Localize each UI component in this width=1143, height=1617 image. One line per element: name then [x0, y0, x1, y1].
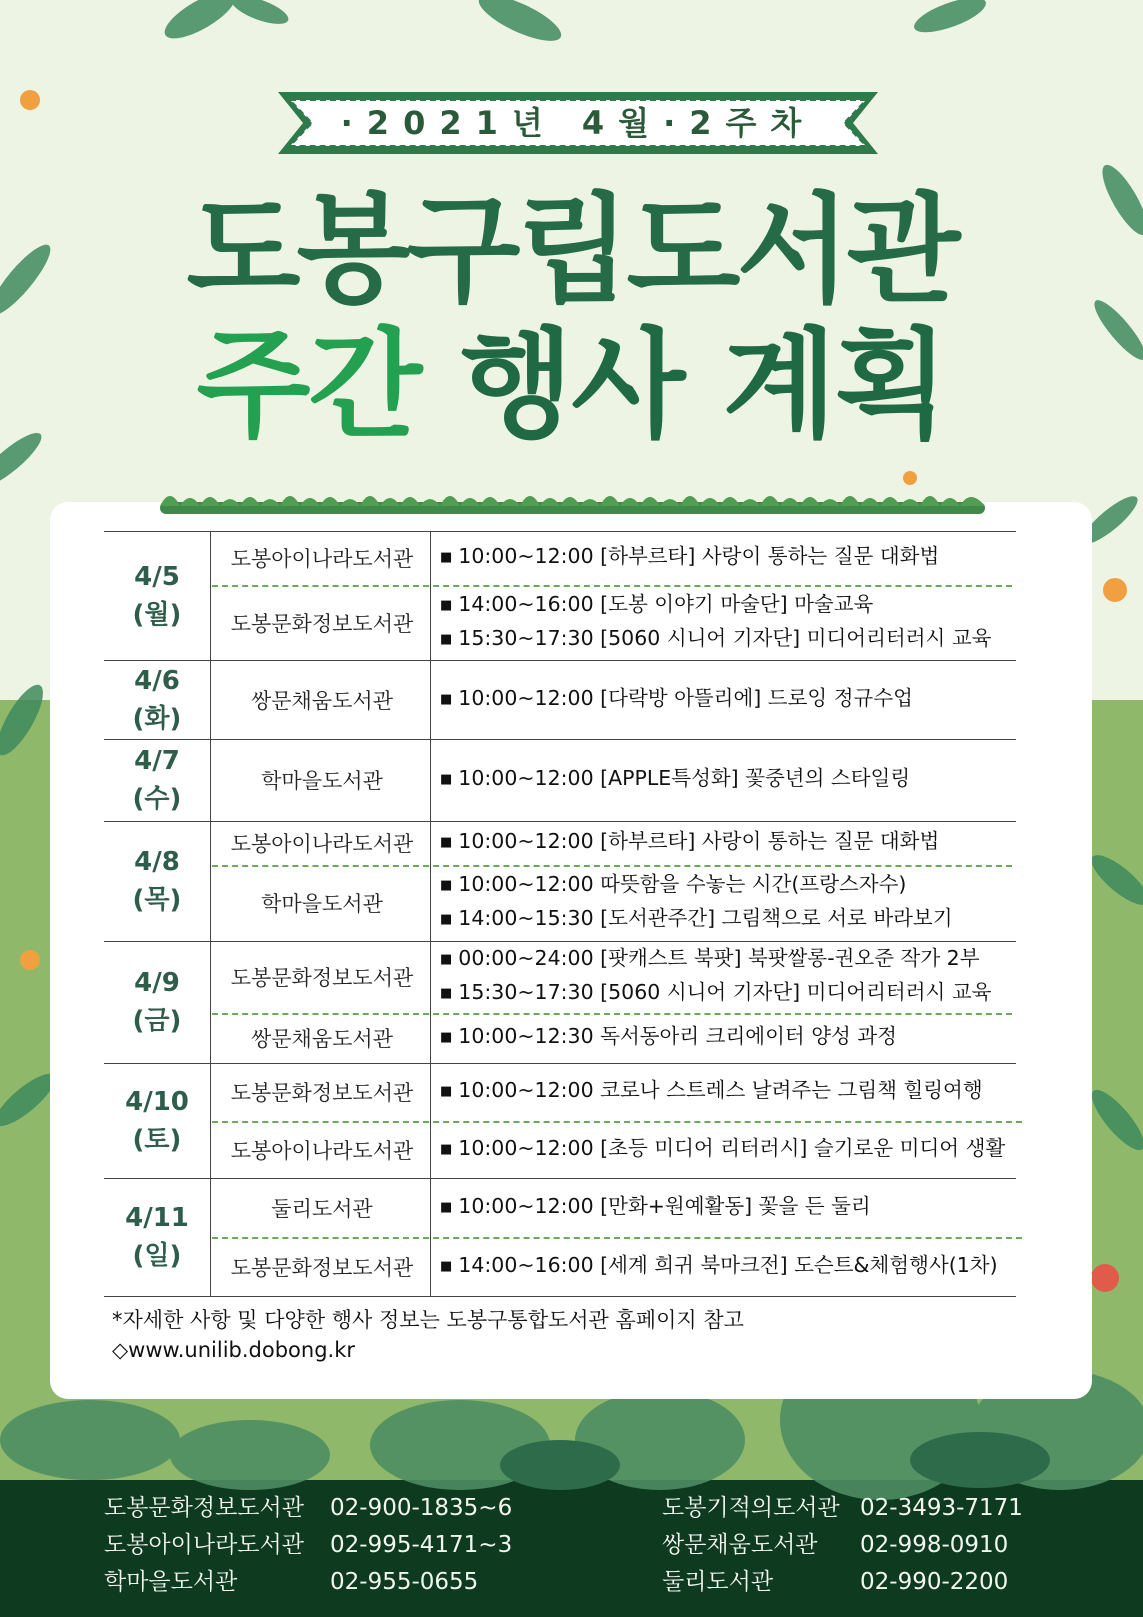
day-date: 4/5 — [134, 561, 180, 592]
contact-name: 도봉문화정보도서관 — [104, 1495, 304, 1521]
library-name: 도봉문화정보도서관 — [230, 1255, 414, 1280]
contact-row — [662, 1490, 1023, 1527]
contact-row — [104, 1527, 512, 1564]
library-name: 쌍문채움도서관 — [250, 688, 393, 713]
contact-row — [104, 1490, 512, 1527]
day-weekday: (월) — [132, 599, 182, 630]
event-list — [440, 660, 1040, 739]
contact-phone: 02-998-0910 — [860, 1532, 1009, 1558]
day-weekday: (금) — [132, 1006, 182, 1036]
day-cell — [104, 821, 210, 941]
event-list — [440, 941, 1040, 1013]
day-date: 4/6 — [134, 665, 180, 696]
subtitle-accent: 주간 — [196, 316, 421, 454]
library-name: 도봉아이나라도서관 — [230, 547, 414, 571]
event-list — [440, 1121, 1040, 1178]
contact-phone: 02-955-0655 — [330, 1569, 479, 1595]
day-cell — [104, 941, 210, 1063]
day-weekday: (목) — [132, 885, 182, 915]
day-cell — [104, 1178, 210, 1296]
day-cell — [104, 1063, 210, 1178]
event-list — [440, 1178, 1040, 1237]
day-date: 4/9 — [134, 968, 180, 998]
event-item: ■ 10:00~12:00 따뜻함을 수놓는 시간(프랑스자수) — [440, 869, 1040, 903]
event-item: ■ 10:00~12:30 독서동아리 크리에이터 양성 과정 — [440, 1021, 1040, 1055]
library-name: 도봉문화정보도서관 — [230, 1081, 414, 1105]
day-cell — [104, 531, 210, 660]
contact-row — [662, 1564, 1023, 1601]
event-list — [440, 739, 1040, 821]
grass-decoration — [160, 486, 985, 516]
contacts-left — [104, 1490, 512, 1601]
contact-name: 쌍문채움도서관 — [662, 1532, 818, 1558]
event-list — [440, 1063, 1040, 1121]
table-divider — [210, 531, 211, 1296]
contact-name: 도봉기적의도서관 — [662, 1495, 840, 1521]
day-weekday: (일) — [132, 1241, 182, 1271]
event-item: ■ 10:00~12:00 [하부르타] 사랑이 통하는 질문 대화법 — [440, 541, 1040, 575]
event-item: ■ 14:00~16:00 [세계 희귀 북마크전] 도슨트&체험행사(1차) — [440, 1250, 1040, 1284]
library-name: 쌍문채움도서관 — [250, 1027, 393, 1051]
page-title: 도봉구립도서관 — [186, 181, 957, 319]
event-item: ■ 10:00~12:00 [하부르타] 사랑이 통하는 질문 대화법 — [440, 826, 1040, 860]
contact-phone: 02-995-4171~3 — [330, 1532, 513, 1558]
library-name: 둘리도서관 — [271, 1196, 373, 1221]
contact-phone: 02-3493-7171 — [860, 1495, 1023, 1521]
event-list — [440, 821, 1040, 865]
contact-row — [104, 1564, 512, 1601]
library-name: 학마을도서관 — [261, 892, 383, 916]
library-name: 도봉문화정보도서관 — [230, 611, 414, 636]
event-list — [440, 865, 1040, 941]
day-cell — [104, 660, 210, 739]
contact-name: 학마을도서관 — [104, 1569, 238, 1595]
event-item: ■ 10:00~12:00 코로나 스트레스 날려주는 그림책 힐링여행 — [440, 1075, 1040, 1109]
page-subtitle — [0, 316, 1143, 454]
day-weekday: (수) — [132, 784, 182, 814]
library-name: 학마을도서관 — [261, 769, 383, 793]
event-item: ■ 00:00~24:00 [팟캐스트 북팟] 북팟쌀롱-권오준 작가 2부 — [440, 943, 1040, 977]
week-banner — [278, 92, 878, 154]
day-date: 4/10 — [125, 1086, 189, 1117]
event-list — [440, 1013, 1040, 1063]
day-weekday: (토) — [132, 1124, 182, 1155]
day-date: 4/7 — [134, 746, 180, 776]
event-list — [440, 1237, 1040, 1296]
event-item: ■ 10:00~12:00 [만화+원예활동] 꽃을 든 둘리 — [440, 1191, 1040, 1225]
table-rule — [104, 1296, 1016, 1297]
contact-row — [662, 1527, 1023, 1564]
day-date: 4/11 — [125, 1203, 189, 1233]
week-label: ·2021년 4월·2주차 — [340, 104, 816, 142]
homepage-link[interactable]: ◇www.unilib.dobong.kr — [112, 1338, 356, 1362]
contact-phone: 02-990-2200 — [860, 1569, 1009, 1595]
contact-name: 도봉아이나라도서관 — [104, 1532, 304, 1558]
contacts-right — [662, 1490, 1023, 1601]
event-item: ■ 10:00~12:00 [초등 미디어 리터러시] 슬기로운 미디어 생활 — [440, 1133, 1040, 1167]
event-item: ■ 15:30~17:30 [5060 시니어 기자단] 미디어리터러시 교육 — [440, 977, 1040, 1011]
day-weekday: (화) — [132, 703, 182, 734]
subtitle-rest: 행사 계획 — [459, 316, 947, 454]
event-list — [440, 531, 1040, 585]
contact-phone: 02-900-1835~6 — [330, 1495, 513, 1521]
library-name: 도봉아이나라도서관 — [230, 832, 414, 856]
event-item: ■ 14:00~16:00 [도봉 이야기 마술단] 마술교육 — [440, 589, 1040, 623]
event-item: ■ 14:00~15:30 [도서관주간] 그림책으로 서로 바라보기 — [440, 903, 1040, 937]
event-item: ■ 15:30~17:30 [5060 시니어 기자단] 미디어리터러시 교육 — [440, 623, 1040, 657]
footnote-text: *자세한 사항 및 다양한 행사 정보는 도봉구통합도서관 홈페이지 참고 — [112, 1308, 744, 1332]
library-name: 도봉아이나라도서관 — [230, 1138, 414, 1163]
day-date: 4/8 — [134, 847, 180, 877]
day-cell — [104, 739, 210, 821]
footnote — [112, 1305, 744, 1365]
contact-name: 둘리도서관 — [662, 1569, 774, 1595]
event-item: ■ 10:00~12:00 [APPLE특성화] 꽃중년의 스타일링 — [440, 763, 1040, 797]
event-list — [440, 585, 1040, 660]
event-item: ■ 10:00~12:00 [다락방 아뜰리에] 드로잉 정규수업 — [440, 683, 1040, 717]
library-name: 도봉문화정보도서관 — [230, 966, 414, 990]
